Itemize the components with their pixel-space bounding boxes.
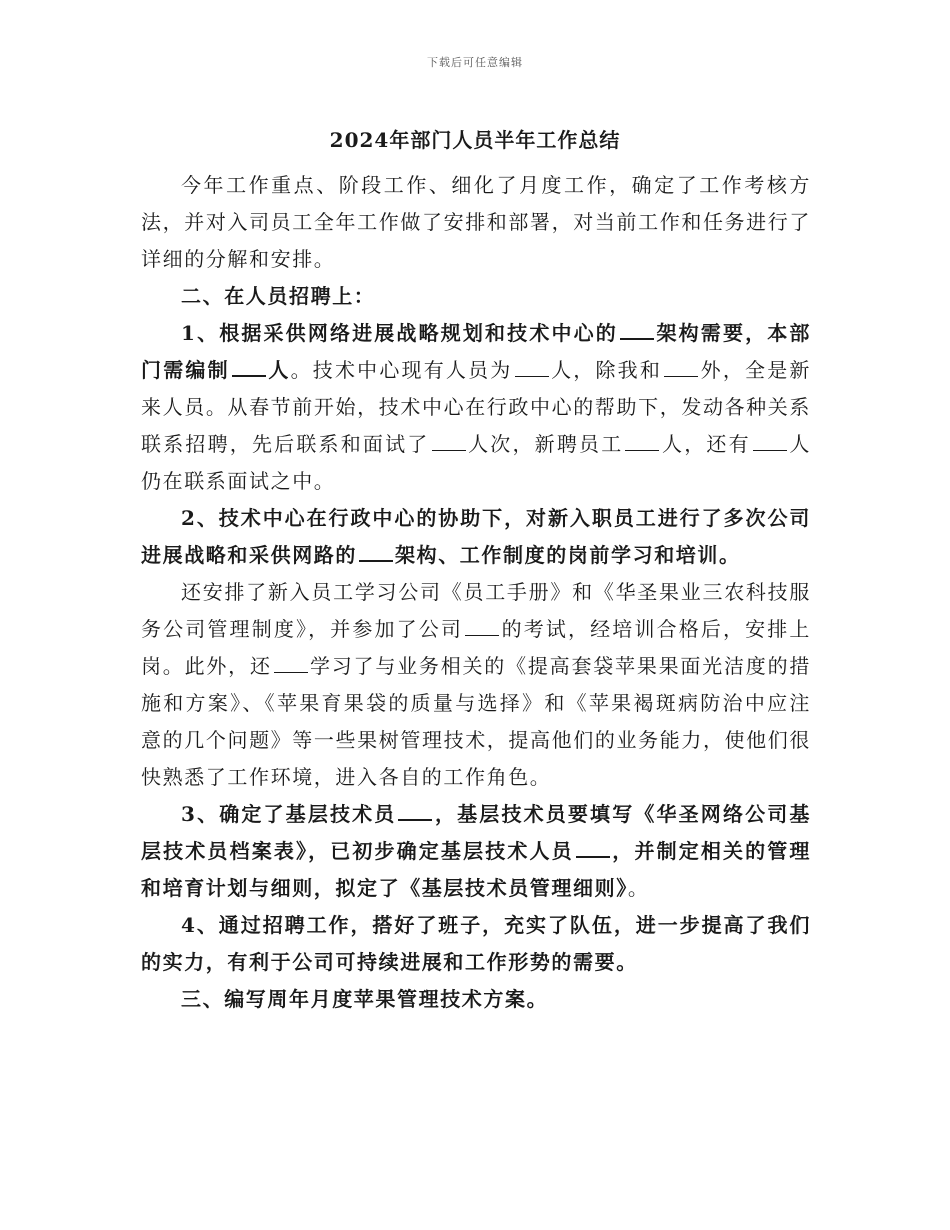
document-title: 2024年部门人员半年工作总结 bbox=[329, 128, 621, 152]
item1-bold-b: 架构需要，本部门需编制 bbox=[141, 321, 811, 382]
item3-bold-a: 3、确定了基层技术员 bbox=[181, 802, 397, 826]
item1-text-1: 。技术中心现有人员为 bbox=[290, 358, 513, 382]
item1-text-4: 人次，新聘员工 bbox=[467, 432, 624, 456]
fill-blank bbox=[515, 375, 549, 377]
item2-detail-text-3: 学习了与业务相关的《提高套袋苹果果面光洁度的措施和方案》、《苹果育果袋的质量与选择》和《苹果褐斑病防治中应注意的几个问题》等一些果树管理技术，提高他们的业务能力，使他们很快熟悉了工作环境，进入各自的工作角色。 bbox=[141, 654, 811, 789]
fill-blank bbox=[274, 671, 308, 673]
item1-text-5: 人，还有 bbox=[661, 432, 751, 456]
item2-bold-a: 2、技术中心在行政中心的协助下，对新入职员工进行了多次公司进展战略和采供网路的 bbox=[141, 506, 811, 567]
item1-text-3: 外，全是新来人员。从春节前开始，技术中心在行政中心的帮助下，发动各种关系联系招聘，先后联系和面试了 bbox=[141, 358, 812, 456]
fill-blank bbox=[664, 375, 698, 377]
fill-blank bbox=[398, 818, 432, 821]
item2-detail-text-1: 还安排了新入员工学习公司《员工手册》和《华圣果业三农科技服务公司管理制度》，并参加了公司 bbox=[141, 580, 811, 641]
fill-blank bbox=[625, 449, 659, 451]
item4-paragraph: 4、通过招聘工作，搭好了班子，充实了队伍，进一步提高了我们的实力，有利于公司可持续进展和工作形势的需要。 bbox=[141, 913, 811, 974]
section3-heading: 三、编写周年月度苹果管理技术方案。 bbox=[181, 987, 549, 1011]
fill-blank bbox=[753, 449, 787, 451]
fill-blank bbox=[432, 449, 466, 451]
item3-text-1: 。 bbox=[627, 876, 650, 900]
item3-bold-b: ，基层技术员要填写《华圣网络公司基层技术员档案表》，已初步确定基层技术人员 bbox=[141, 802, 812, 863]
item1-paragraph bbox=[141, 315, 811, 500]
item1-text-2: 人，除我和 bbox=[550, 358, 663, 382]
section2-heading: 二、在人员招聘上： bbox=[181, 284, 376, 308]
document-body bbox=[141, 167, 811, 1018]
fill-blank bbox=[620, 337, 654, 340]
item1-text-6: 人仍在联系面试之中。 bbox=[141, 432, 811, 493]
fill-blank bbox=[232, 374, 266, 377]
intro-paragraph: 今年工作重点、阶段工作、细化了月度工作，确定了工作考核方法，并对入司员工全年工作做了安排和部署，对当前工作和任务进行了详细的分解和安排。 bbox=[141, 173, 811, 271]
item3-bold-c: ，并制定相关的管理和培育计划与细则，拟定了《基层技术员管理细则》 bbox=[141, 839, 812, 900]
fill-blank bbox=[359, 559, 393, 562]
header-note: 下载后可任意编辑 bbox=[427, 56, 523, 69]
item2-detail-text-2: 的考试，经培训合格后，安排上岗。此外，还 bbox=[141, 617, 812, 678]
item1-bold-a: 1、根据采供网络进展战略规划和技术中心的 bbox=[181, 321, 618, 345]
item1-bold-c: 人 bbox=[267, 358, 291, 382]
item2-detail-paragraph bbox=[141, 574, 811, 796]
item2-paragraph bbox=[141, 500, 811, 574]
fill-blank bbox=[465, 634, 499, 636]
fill-blank bbox=[576, 855, 610, 858]
item3-paragraph bbox=[141, 796, 811, 907]
item2-bold-b: 架构、工作制度的岗前学习和培训。 bbox=[395, 543, 741, 567]
